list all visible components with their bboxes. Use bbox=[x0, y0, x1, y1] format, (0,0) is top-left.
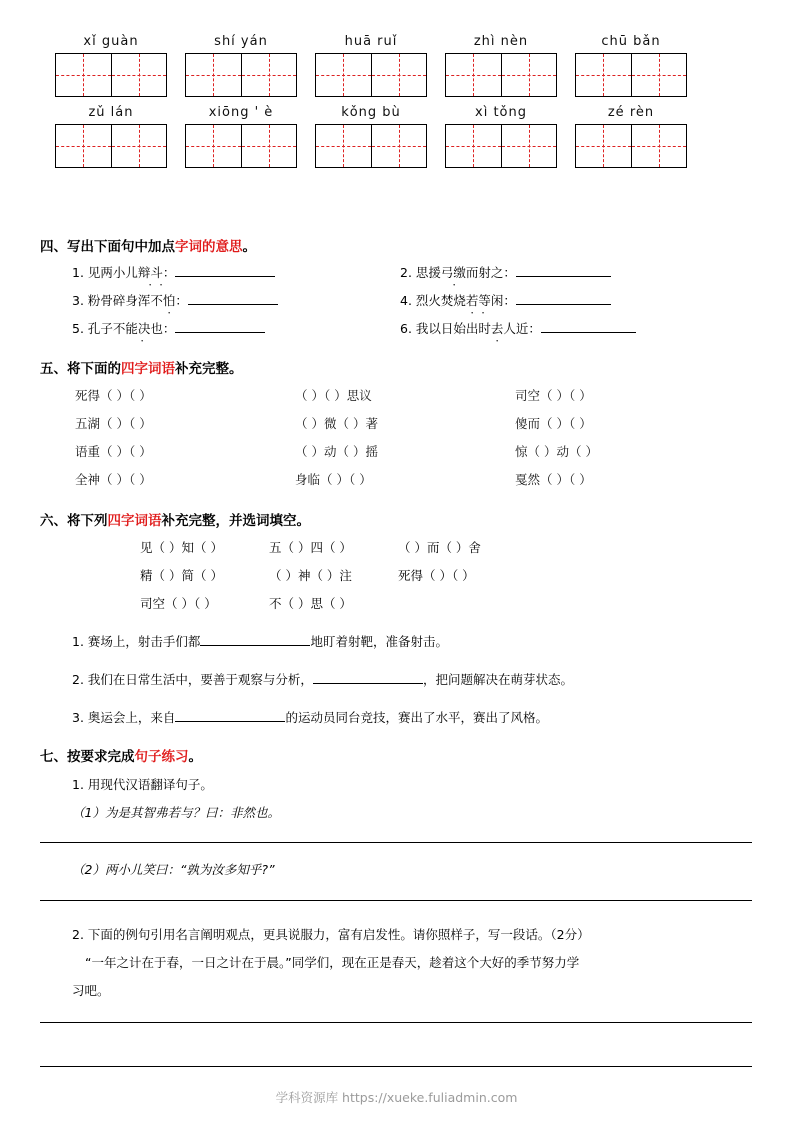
tianzige-box[interactable] bbox=[185, 124, 297, 168]
tianzige-square[interactable] bbox=[632, 125, 687, 167]
section-4-item-1-sentence: 见两小儿辩斗： bbox=[87, 265, 176, 280]
tianzige-square[interactable] bbox=[372, 54, 427, 96]
answer-blank[interactable] bbox=[175, 276, 275, 277]
idiom-item[interactable] bbox=[295, 442, 378, 460]
answer-rule-line[interactable] bbox=[40, 900, 752, 901]
section-7-heading-pre: 七、按要求完成 bbox=[40, 749, 135, 765]
pinyin-cell bbox=[575, 105, 687, 168]
pinyin-label: shí yán bbox=[214, 34, 268, 49]
idiom-item[interactable]: 见（ ）知（ ） bbox=[140, 540, 223, 555]
idiom-text: （ ）动（ ）摇 bbox=[295, 444, 378, 459]
tianzige-square[interactable] bbox=[502, 125, 557, 167]
idiom-item[interactable] bbox=[295, 386, 378, 404]
idiom-text: （ ）微（ ）著 bbox=[295, 416, 378, 431]
section-4-item-6 bbox=[400, 319, 636, 337]
tianzige-square[interactable] bbox=[502, 54, 557, 96]
idiom-text: 戛然（ ）（ ） bbox=[515, 472, 592, 487]
idiom-text: （ ）（ ）思议 bbox=[295, 388, 372, 403]
idiom-item[interactable]: 五（ ）四（ ） bbox=[268, 540, 352, 555]
pinyin-cell bbox=[315, 105, 427, 168]
pinyin-cell bbox=[185, 105, 297, 168]
tianzige-box[interactable] bbox=[55, 124, 167, 168]
pinyin-cell bbox=[445, 105, 557, 168]
tianzige-box[interactable] bbox=[575, 53, 687, 97]
tianzige-square[interactable] bbox=[446, 54, 502, 96]
tianzige-square[interactable] bbox=[242, 125, 297, 167]
pinyin-cell bbox=[575, 34, 687, 97]
answer-blank[interactable] bbox=[200, 645, 310, 646]
tianzige-square[interactable] bbox=[446, 125, 502, 167]
section-4-heading-highlight: 字词的意思 bbox=[175, 239, 243, 255]
section-4-item-2 bbox=[400, 263, 611, 281]
tianzige-square[interactable] bbox=[372, 125, 427, 167]
section-7-q2-example-line-2: 习吧。 bbox=[72, 983, 110, 998]
fill-number: 1. bbox=[72, 634, 84, 649]
tianzige-square[interactable] bbox=[632, 54, 687, 96]
pinyin-label: xiōng ' è bbox=[208, 105, 274, 120]
idiom-item[interactable] bbox=[515, 386, 598, 404]
idiom-item[interactable]: （ ）神（ ）注 bbox=[268, 568, 352, 583]
pinyin-cell bbox=[185, 34, 297, 97]
section-4-item-2-num: 2. bbox=[400, 265, 412, 280]
tianzige-square[interactable] bbox=[112, 54, 167, 96]
emphasis-dot: · bbox=[495, 333, 500, 348]
answer-blank[interactable] bbox=[175, 332, 265, 333]
section-4-item-4-sentence: 烈火焚烧若等闲： bbox=[415, 293, 516, 308]
section-4-item-3-sentence: 粉骨碎身浑不怕： bbox=[87, 293, 188, 308]
section-7-q1-a: （1）为是其智弗若与？曰：非然也。 bbox=[72, 805, 280, 820]
section-5-heading-post: 补充完整。 bbox=[175, 361, 243, 377]
tianzige-square[interactable] bbox=[56, 54, 112, 96]
section-4-heading bbox=[40, 235, 256, 255]
section-6-idiom-row-1 bbox=[140, 538, 523, 556]
tianzige-square[interactable] bbox=[576, 54, 632, 96]
section-5-column-3 bbox=[515, 386, 598, 498]
section-5-heading-pre: 五、将下面的 bbox=[40, 361, 121, 377]
idiom-item[interactable]: 司空（ ）（ ） bbox=[140, 596, 217, 611]
answer-rule-line[interactable] bbox=[40, 1066, 752, 1067]
answer-blank[interactable] bbox=[188, 304, 278, 305]
idiom-text: 司空（ ）（ ） bbox=[515, 388, 592, 403]
idiom-item[interactable] bbox=[295, 470, 378, 488]
section-5-column-2 bbox=[295, 386, 378, 498]
idiom-item[interactable]: 不（ ）思（ ） bbox=[268, 596, 352, 611]
tianzige-square[interactable] bbox=[576, 125, 632, 167]
fill-text-pre: 奥运会上，来自 bbox=[87, 710, 176, 725]
section-4-item-5-sentence: 孔子不能决也： bbox=[87, 321, 176, 336]
answer-rule-line[interactable] bbox=[40, 842, 752, 843]
pinyin-cell bbox=[445, 34, 557, 97]
pinyin-cell bbox=[315, 34, 427, 97]
answer-blank[interactable] bbox=[175, 721, 285, 722]
pinyin-row bbox=[55, 105, 745, 168]
tianzige-box[interactable] bbox=[185, 53, 297, 97]
section-6-fill-3 bbox=[72, 708, 548, 726]
tianzige-square[interactable] bbox=[186, 54, 242, 96]
emphasis-dot: · bbox=[140, 333, 145, 348]
section-4-item-4 bbox=[400, 291, 611, 309]
idiom-item[interactable] bbox=[75, 470, 152, 488]
section-4-item-1 bbox=[72, 263, 275, 281]
section-7-q2-label: 2. 下面的例句引用名言阐明观点，更具说服力，富有启发性。请你照样子，写一段话。（2分） bbox=[72, 927, 590, 942]
section-5-heading bbox=[40, 357, 243, 377]
section-4-item-6-num: 6. bbox=[400, 321, 412, 336]
section-4-item-5 bbox=[72, 319, 265, 337]
emphasis-dot: · · bbox=[148, 277, 164, 292]
fill-number: 2. bbox=[72, 672, 84, 687]
tianzige-square[interactable] bbox=[112, 125, 167, 167]
section-4-item-6-sentence: 我以日始出时去人近： bbox=[415, 321, 541, 336]
section-7-q1-label: 1. 用现代汉语翻译句子。 bbox=[72, 777, 213, 792]
section-6-heading-highlight: 四字词语 bbox=[107, 513, 162, 529]
section-7-heading-post: 。 bbox=[188, 749, 202, 765]
pinyin-label: zǔ lán bbox=[88, 105, 134, 120]
section-6-heading bbox=[40, 509, 310, 529]
pinyin-cell bbox=[55, 105, 167, 168]
pinyin-row bbox=[55, 34, 745, 97]
idiom-item[interactable] bbox=[515, 470, 598, 488]
pinyin-label: xǐ guàn bbox=[83, 34, 139, 49]
section-4-item-1-text: 1. bbox=[72, 265, 84, 280]
idiom-text: 身临（ ）（ ） bbox=[295, 472, 372, 487]
fill-text-post: 的运动员同台竞技，赛出了水平，赛出了风格。 bbox=[285, 710, 548, 725]
section-4-item-2-sentence: 思援弓缴而射之： bbox=[415, 265, 516, 280]
section-6-idiom-row-2 bbox=[140, 566, 523, 584]
emphasis-dot: · bbox=[452, 277, 457, 292]
section-7-heading-highlight: 句子练习 bbox=[134, 749, 189, 765]
section-6-fill-1 bbox=[72, 632, 448, 650]
idiom-text: 傻而（ ）（ ） bbox=[515, 416, 592, 431]
section-4-item-3-num: 3. bbox=[72, 293, 84, 308]
pinyin-label: zhì nèn bbox=[473, 34, 529, 49]
emphasis-dot: · · bbox=[470, 305, 486, 320]
idiom-text: 语重（ ）（ ） bbox=[75, 444, 152, 459]
section-4-item-3 bbox=[72, 291, 278, 309]
idiom-item[interactable] bbox=[75, 386, 152, 404]
tianzige-square[interactable] bbox=[316, 125, 372, 167]
answer-blank[interactable] bbox=[516, 304, 611, 305]
idiom-item[interactable] bbox=[295, 414, 378, 432]
tianzige-box[interactable] bbox=[55, 53, 167, 97]
tianzige-square[interactable] bbox=[242, 54, 297, 96]
pinyin-label: kǒng bù bbox=[341, 105, 401, 120]
tianzige-square[interactable] bbox=[186, 125, 242, 167]
tianzige-box[interactable] bbox=[575, 124, 687, 168]
tianzige-square[interactable] bbox=[56, 125, 112, 167]
fill-text-pre: 赛场上，射击手们都 bbox=[87, 634, 201, 649]
section-6-heading-pre: 六、将下列 bbox=[40, 513, 108, 529]
footer-watermark: 学科资源库 https://xueke.fuliadmin.com bbox=[275, 1090, 518, 1105]
idiom-text: 惊（ ）动（ ） bbox=[515, 444, 598, 459]
tianzige-box[interactable] bbox=[445, 53, 557, 97]
idiom-item[interactable] bbox=[75, 414, 152, 432]
pinyin-label: xì tǒng bbox=[475, 105, 527, 120]
answer-blank[interactable] bbox=[516, 276, 611, 277]
fill-text-pre: 我们在日常生活中，要善于观察与分析， bbox=[87, 672, 313, 687]
answer-rule-line[interactable] bbox=[40, 1022, 752, 1023]
section-6-idiom-row-3 bbox=[140, 594, 394, 612]
section-6-heading-post: 补充完整，并选词填空。 bbox=[161, 513, 310, 529]
idiom-text: 死得（ ）（ ） bbox=[75, 388, 152, 403]
fill-text-post: ，把问题解决在萌芽状态。 bbox=[422, 672, 573, 687]
fill-text-post: 地盯着射靶，准备射击。 bbox=[310, 634, 448, 649]
idiom-text: 全神（ ）（ ） bbox=[75, 472, 152, 487]
idiom-item[interactable]: 死得（ ）（ ） bbox=[397, 568, 475, 583]
tianzige-box[interactable] bbox=[315, 53, 427, 97]
section-7-q2-example-line-1: “一年之计在于春，一日之计在于晨。”同学们，现在正是春天，趁着这个大好的季节努力学 bbox=[85, 955, 580, 970]
tianzige-square[interactable] bbox=[316, 54, 372, 96]
section-4-heading-pre: 四、写出下面句中加点 bbox=[40, 239, 175, 255]
idiom-item[interactable]: 精（ ）简（ ） bbox=[140, 568, 223, 583]
section-7-heading bbox=[40, 745, 202, 765]
section-4-heading-post: 。 bbox=[242, 239, 256, 255]
pinyin-label: chū bǎn bbox=[601, 34, 661, 49]
section-7-q1-b: （2）两小儿笑曰：“孰为汝多知乎?” bbox=[72, 862, 275, 877]
tianzige-box[interactable] bbox=[315, 124, 427, 168]
section-4-item-5-num: 5. bbox=[72, 321, 84, 336]
idiom-item[interactable] bbox=[515, 442, 598, 460]
idiom-item[interactable] bbox=[75, 442, 152, 460]
idiom-text: 五湖（ ）（ ） bbox=[75, 416, 152, 431]
section-5-heading-highlight: 四字词语 bbox=[121, 361, 175, 377]
section-5-column-1 bbox=[75, 386, 152, 498]
section-6-fill-2 bbox=[72, 670, 573, 688]
pinyin-cell bbox=[55, 34, 167, 97]
section-4-item-4-num: 4. bbox=[400, 293, 412, 308]
pinyin-grid-section bbox=[55, 34, 745, 176]
answer-blank[interactable] bbox=[541, 332, 636, 333]
idiom-item[interactable] bbox=[515, 414, 598, 432]
emphasis-dot: · bbox=[167, 305, 172, 320]
tianzige-box[interactable] bbox=[445, 124, 557, 168]
fill-number: 3. bbox=[72, 710, 84, 725]
pinyin-label: zé rèn bbox=[607, 105, 655, 120]
idiom-item[interactable]: （ ）而（ ）舍 bbox=[397, 540, 481, 555]
pinyin-label: huā ruǐ bbox=[344, 34, 398, 49]
answer-blank[interactable] bbox=[313, 683, 423, 684]
